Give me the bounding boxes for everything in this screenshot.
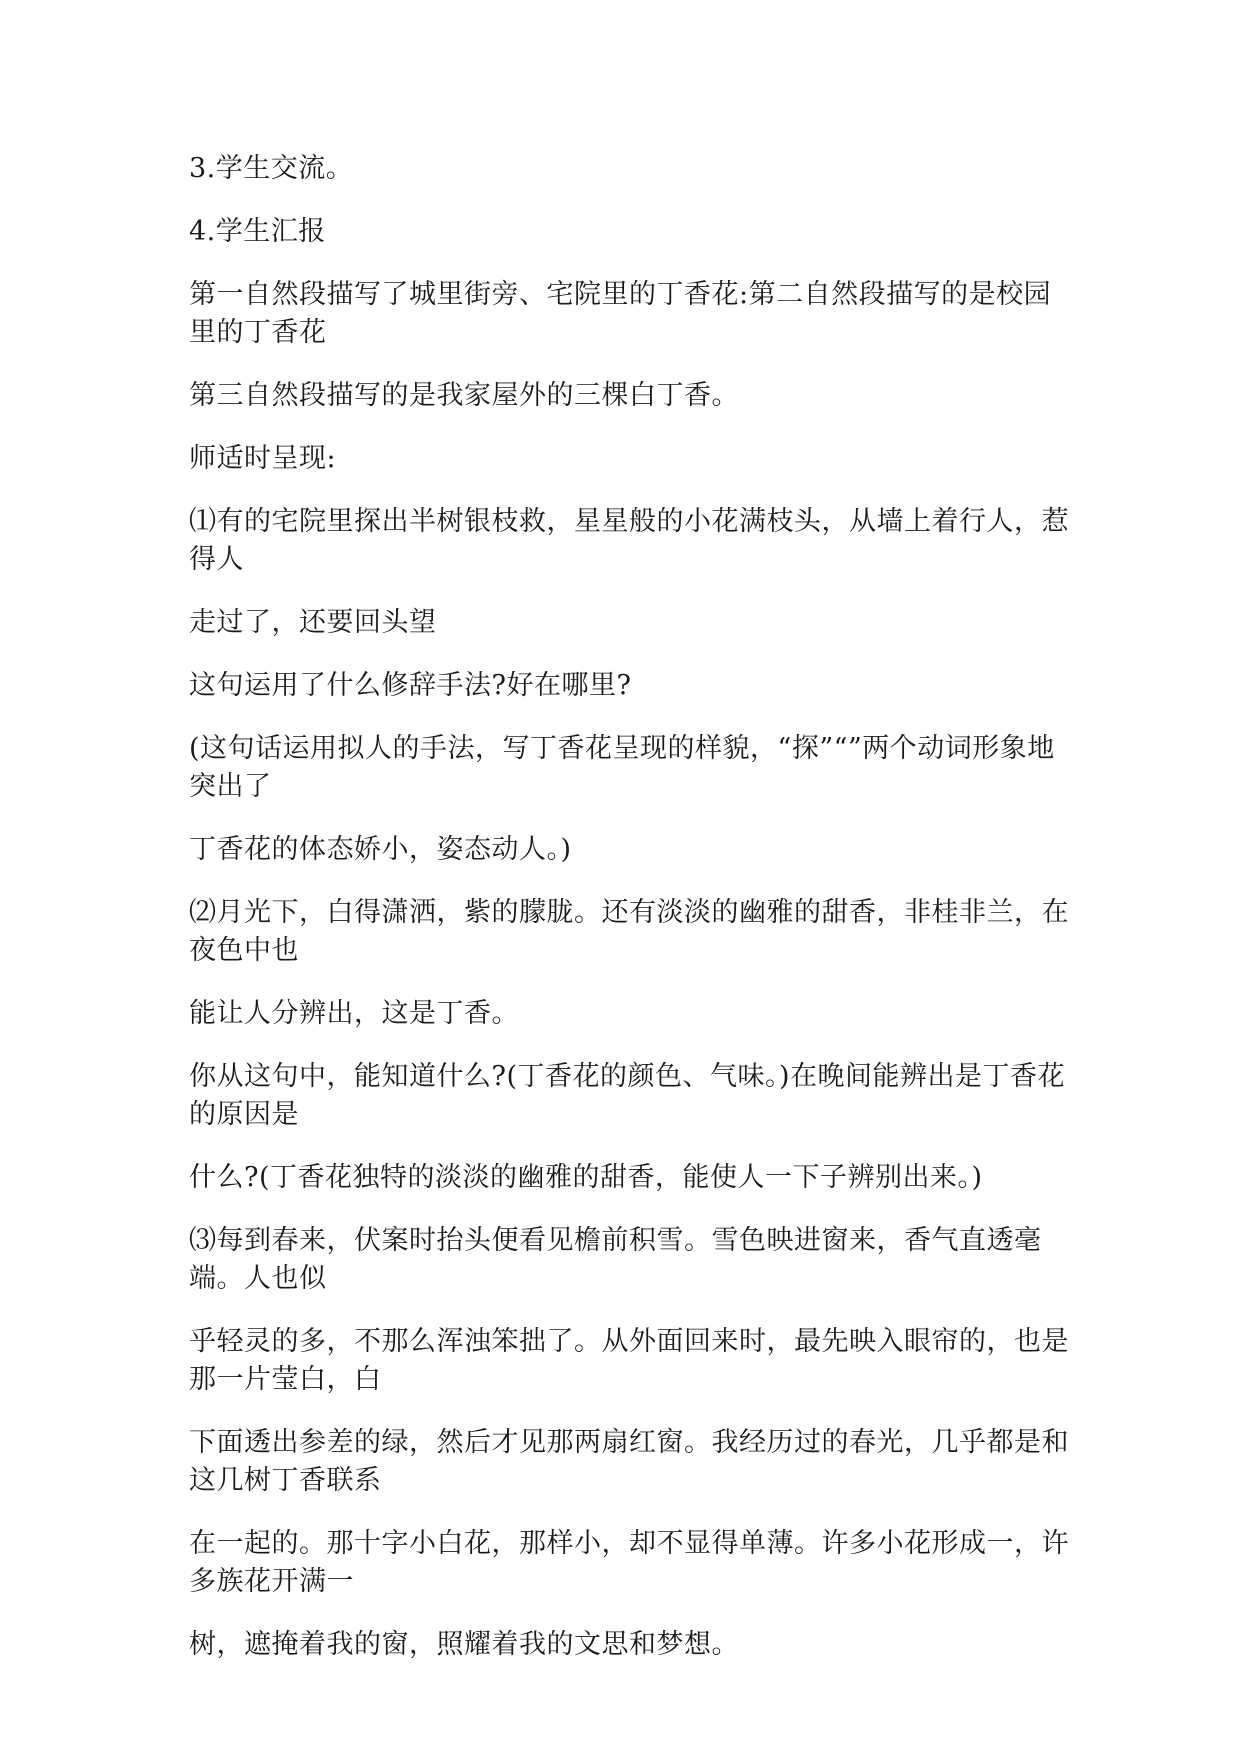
paragraph-question-2: 你从这句中，能知道什么?(丁香花的颜色、气味。)在晚间能辨出是丁香花的原因是: [189, 1061, 1066, 1130]
paragraph-answer-2: 什么?(丁香花独特的淡淡的幽雅的甜香，能使人一下子辨别出来。): [189, 1162, 983, 1193]
paragraph-quote-3-cont-a: 乎轻灵的多，不那么浑浊笨拙了。从外面回来时，最先映入眼帘的，也是那一片莹白，白: [189, 1326, 1069, 1395]
paragraph-quote-1: ⑴有的宅院里探出半树银枝救，星星般的小花满枝头，从墙上着行人，惹得人: [189, 506, 1069, 575]
paragraph-quote-3: ⑶每到春来，伏案时抬头便看见檐前积雪。雪色映进窗来，香气直透毫端。人也似: [189, 1225, 1042, 1294]
paragraph-answer-1-cont: 丁香花的体态娇小，姿态动人。): [189, 834, 572, 865]
paragraph-answer-1: (这句话运用拟人的手法，写丁香花呈现的样貌，“探”“”两个动词形象地突出了: [189, 733, 1055, 802]
paragraph-quote-3-cont-b: 下面透出参差的绿，然后才见那两扇红窗。我经历过的春光，几乎都是和这几树丁香联系: [189, 1427, 1069, 1496]
paragraph-first-second-sections: 第一自然段描写了城里街旁、宅院里的丁香花:第二自然段描写的是校园里的丁香花: [189, 279, 1052, 348]
paragraph-teacher-presents: 师适时呈现:: [189, 443, 337, 474]
document-body: [189, 150, 1069, 1689]
paragraph-student-exchange: 3.学生交流。: [189, 153, 354, 184]
paragraph-quote-3-cont-d: 树，遮掩着我的窗，照耀着我的文思和梦想。: [189, 1629, 739, 1660]
paragraph-quote-3-cont-c: 在一起的。那十字小白花，那样小，却不显得单薄。许多小花形成一，许多族花开满一: [189, 1528, 1069, 1597]
paragraph-quote-2-cont: 能让人分辨出，这是丁香。: [189, 998, 519, 1029]
paragraph-student-report: 4.学生汇报: [189, 216, 326, 247]
paragraph-quote-2: ⑵月光下，白得潇洒，紫的朦胧。还有淡淡的幽雅的甜香，非桂非兰，在夜色中也: [189, 897, 1069, 966]
paragraph-third-section: 第三自然段描写的是我家屋外的三棵白丁香。: [189, 380, 739, 411]
paragraph-question-1: 这句运用了什么修辞手法?好在哪里?: [189, 670, 632, 701]
paragraph-quote-1-cont: 走过了，还要回头望: [189, 607, 437, 638]
